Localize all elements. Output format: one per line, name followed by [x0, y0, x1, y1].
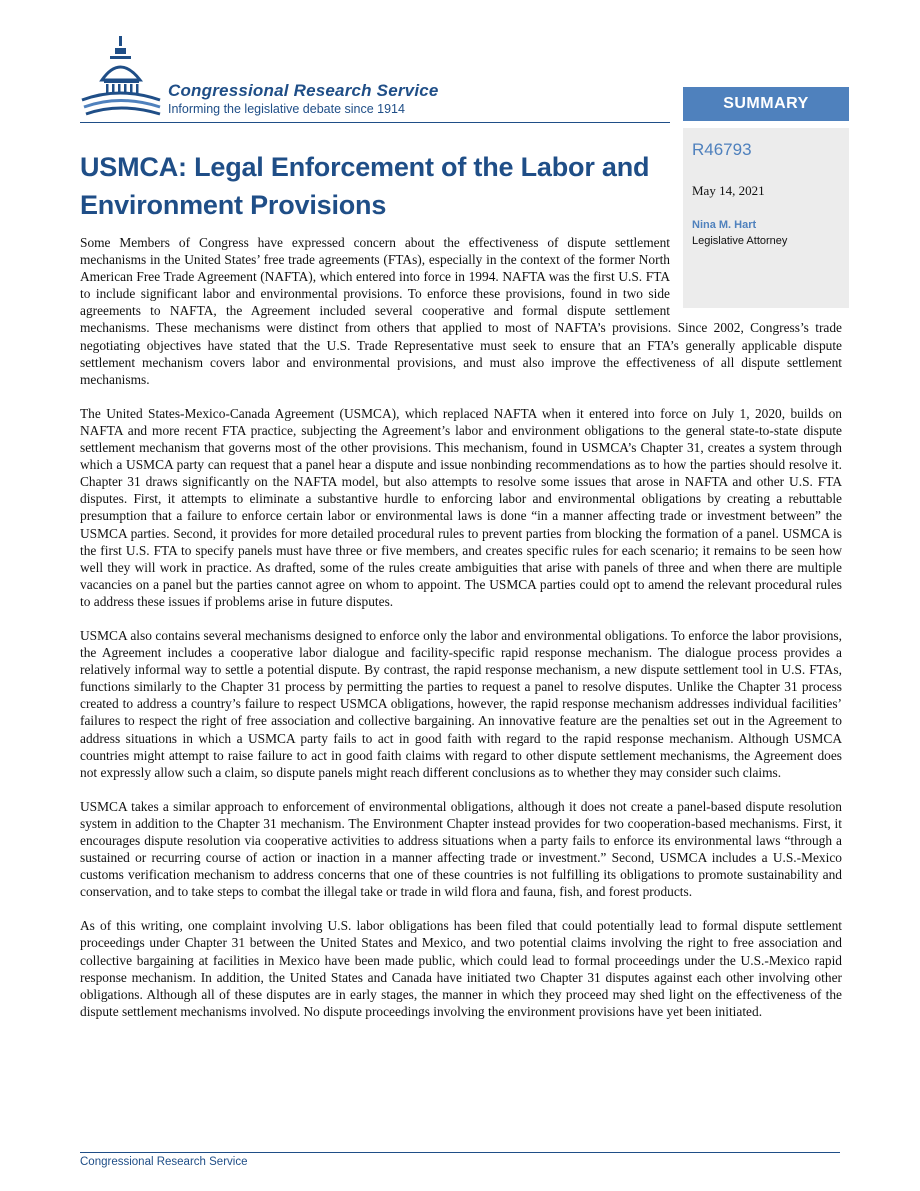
crs-logo — [78, 34, 678, 126]
summary-paragraph: USMCA also contains several mechanisms designed to enforce only the labor and environmental obligations. To enforce the labor provisions, the Agreement includes a cooperative labor dialogue and facility-specific rapid response mechanism. The dialogue process provides a relatively informal way to settle a potential dispute. By contrast, the rapid response mechanism, a new dispute settlement tool in U.S. FTAs, functions similarly to the Chapter 31 process by permitting the parties to request a panel to resolve disputes. Unlike the Chapter 31 process created to address a country’s failure to respect USMCA obligations, however, the rapid response mechanism addresses individual facilities’ failures to respect the right of free association and collective bargaining. An innovative feature are the penalties set out in the Agreement to address situations in which a USMCA party fails to act in good faith with regard to the rapid response mechanism. Although USMCA countries might attempt to raise failure to act in good faith claims with regard to other dispute settlement mechanisms, the Agreement does not expressly allow such a claim, so dispute panels might reach different conclusions as to whether they may consider such claims. — [80, 627, 842, 780]
org-tagline: Informing the legislative debate since 1914 — [168, 102, 405, 116]
org-name: Congressional Research Service — [168, 81, 439, 100]
footer-divider — [80, 1152, 840, 1153]
report-number: R46793 — [692, 140, 752, 159]
author-name: Nina M. Hart — [692, 219, 757, 231]
header-divider — [80, 122, 670, 123]
sidebar-spacer — [670, 234, 842, 310]
summary-paragraph: USMCA takes a similar approach to enforcement of environmental obligations, although it does not create a panel-based dispute resolution system in addition to the Chapter 31 mechanism. The Environment Chapter instead provides for two cooperation-based mechanisms. First, it encourages dispute resolution via cooperative activities to address situations when a party fails to enforce its environmental laws “through a sustained or recurring course of action or inaction in a manner affecting trade or investment.” Second, USMCA includes a U.S.-Mexico customs verification mechanism to address concerns that one of these countries is not fulfilling its obligations to promote sustainability and conservation, and to take steps to combat the illegal take or trade in wild flora and fauna, fish, and forest products. — [80, 798, 842, 900]
footer-text: Congressional Research Service — [80, 1156, 248, 1168]
summary-paragraph: As of this writing, one complaint involving U.S. labor obligations has been filed that could potentially lead to formal dispute settlement proceedings under Chapter 31 between the United States and Mexico, and two potential claims involving the right to free association and collective bargaining at facilities in Mexico have been made public, which could lead to formal proceedings under the U.S.-Mexico rapid response mechanism. In addition, the United States and Canada have initiated two Chapter 31 disputes against each other involving other obligations. Although all of these disputes are in early stages, the manner in which they proceed may shed light on the effectiveness of the dispute settlement mechanisms involved. No dispute proceedings involving the environment provisions have yet been initiated. — [80, 918, 842, 1019]
summary-paragraph: The United States-Mexico-Canada Agreement (USMCA), which replaced NAFTA when it entered into force on July 1, 2020, builds on NAFTA and more recent FTA practice, subjecting the Agreement’s labor and environment obligations to the general state-to-state dispute settlement mechanism that governs most of the other provisions. This mechanism, found in USMCA’s Chapter 31, creates a system through which a USMCA party can request that a panel hear a dispute and issue nonbinding recommendations as to how the parties should resolve it. Chapter 31 draws significantly on the NAFTA model, but also attempts to resolve some issues that arose in NAFTA and other U.S. FTA disputes. First, it attempts to eliminate a substantive hurdle to enforcing labor and environmental obligations by creating a rebuttable presumption that a failure to enforce certain labor or environmental laws is done “in a manner affecting trade or investment between” the USMCA parties. Second, it provides for more detailed procedural rules to prevent parties from blocking the formation of a panel. USMCA is the first U.S. FTA to specify panels must have three or five members, and creates specific rules for each scenario; it remains to be seen how well they will work in practice. As drafted, some of the rules create ambiguities that arise with panels of three and when there are multiple vacancies on a panel but the parties cannot agree on whom to appoint. The USMCA parties could opt to amend the relevant procedural rules to address these issues if problems arise in future disputes. — [80, 405, 842, 609]
capitol-dome-icon — [80, 34, 162, 122]
summary-paragraph: Some Members of Congress have expressed concern about the effectiveness of dispute settlement mechanisms in the United States’ free trade agreements (FTAs), especially in the context of the former North American Free Trade Agreement (NAFTA), which entered into force in 1994. NAFTA was the first U.S. FTA to include significant labor and environmental provisions. To enforce these provisions, found in two side agreements to NAFTA, the Agreement included several cooperative and formal dispute settlement mechanisms. These mechanisms were distinct from others that applied to most of NAFTA’s provisions. Since 2002, Congress’s trade negotiating objectives have stated that the U.S. Trade Representative must seek to ensure that an FTA’s generally applicable dispute settlement mechanism covers labor and environmental provisions, and must also improve the effectiveness of all dispute settlement mechanisms. — [80, 235, 842, 387]
summary-tab: SUMMARY — [683, 87, 849, 121]
report-date: May 14, 2021 — [692, 183, 765, 198]
author-title: Legislative Attorney — [692, 235, 788, 247]
page-title: USMCA: Legal Enforcement of the Labor and Environment Provisions — [80, 152, 650, 220]
summary-body — [80, 234, 842, 1037]
